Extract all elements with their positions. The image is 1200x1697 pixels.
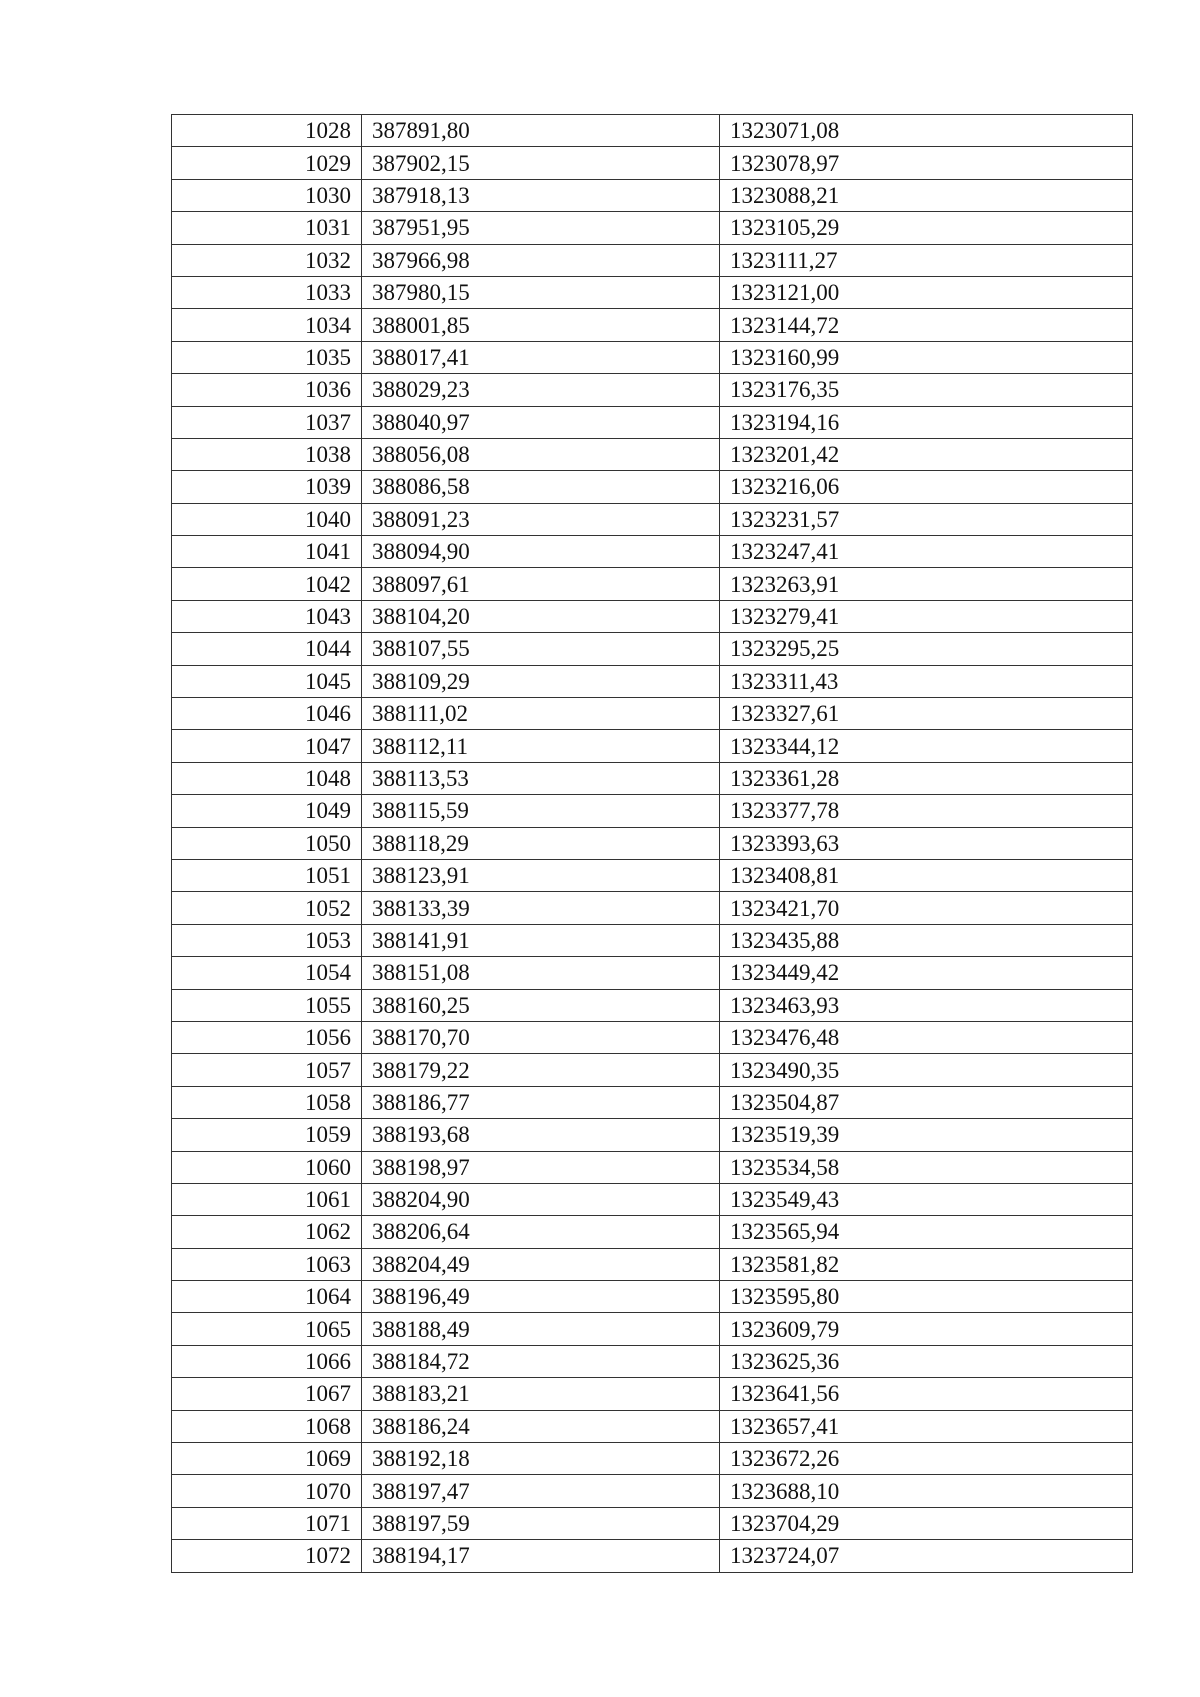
y-coordinate-cell: 1323581,82 xyxy=(720,1248,1133,1280)
y-coordinate-cell: 1323609,79 xyxy=(720,1313,1133,1345)
table-row xyxy=(172,503,1133,535)
table-row xyxy=(172,698,1133,730)
x-coordinate-cell: 388141,91 xyxy=(362,924,720,956)
point-number-cell: 1045 xyxy=(172,665,362,697)
y-coordinate-cell: 1323071,08 xyxy=(720,115,1133,147)
point-number-cell: 1058 xyxy=(172,1086,362,1118)
x-coordinate-cell: 388107,55 xyxy=(362,633,720,665)
x-coordinate-cell: 388160,25 xyxy=(362,989,720,1021)
point-number-cell: 1055 xyxy=(172,989,362,1021)
point-number-cell: 1042 xyxy=(172,568,362,600)
y-coordinate-cell: 1323657,41 xyxy=(720,1410,1133,1442)
y-coordinate-cell: 1323435,88 xyxy=(720,924,1133,956)
y-coordinate-cell: 1323231,57 xyxy=(720,503,1133,535)
x-coordinate-cell: 388184,72 xyxy=(362,1345,720,1377)
table-row xyxy=(172,859,1133,891)
table-row xyxy=(172,1183,1133,1215)
point-number-cell: 1065 xyxy=(172,1313,362,1345)
table-row xyxy=(172,568,1133,600)
point-number-cell: 1040 xyxy=(172,503,362,535)
point-number-cell: 1069 xyxy=(172,1443,362,1475)
table-row xyxy=(172,212,1133,244)
x-coordinate-cell: 388206,64 xyxy=(362,1216,720,1248)
x-coordinate-cell: 388186,24 xyxy=(362,1410,720,1442)
point-number-cell: 1063 xyxy=(172,1248,362,1280)
y-coordinate-cell: 1323194,16 xyxy=(720,406,1133,438)
y-coordinate-cell: 1323393,63 xyxy=(720,827,1133,859)
table-row xyxy=(172,633,1133,665)
table-row xyxy=(172,795,1133,827)
y-coordinate-cell: 1323216,06 xyxy=(720,471,1133,503)
y-coordinate-cell: 1323105,29 xyxy=(720,212,1133,244)
y-coordinate-cell: 1323144,72 xyxy=(720,309,1133,341)
point-number-cell: 1037 xyxy=(172,406,362,438)
x-coordinate-cell: 388040,97 xyxy=(362,406,720,438)
table-row xyxy=(172,1151,1133,1183)
point-number-cell: 1041 xyxy=(172,536,362,568)
point-number-cell: 1033 xyxy=(172,276,362,308)
table-row xyxy=(172,341,1133,373)
point-number-cell: 1071 xyxy=(172,1507,362,1539)
y-coordinate-cell: 1323408,81 xyxy=(720,859,1133,891)
y-coordinate-cell: 1323247,41 xyxy=(720,536,1133,568)
x-coordinate-cell: 387891,80 xyxy=(362,115,720,147)
point-number-cell: 1038 xyxy=(172,438,362,470)
y-coordinate-cell: 1323078,97 xyxy=(720,147,1133,179)
point-number-cell: 1070 xyxy=(172,1475,362,1507)
point-number-cell: 1039 xyxy=(172,471,362,503)
point-number-cell: 1053 xyxy=(172,924,362,956)
table-row xyxy=(172,827,1133,859)
y-coordinate-cell: 1323672,26 xyxy=(720,1443,1133,1475)
x-coordinate-cell: 388192,18 xyxy=(362,1443,720,1475)
y-coordinate-cell: 1323519,39 xyxy=(720,1119,1133,1151)
x-coordinate-cell: 388204,90 xyxy=(362,1183,720,1215)
point-number-cell: 1049 xyxy=(172,795,362,827)
table-row xyxy=(172,309,1133,341)
y-coordinate-cell: 1323476,48 xyxy=(720,1021,1133,1053)
y-coordinate-cell: 1323595,80 xyxy=(720,1281,1133,1313)
table-row xyxy=(172,1119,1133,1151)
point-number-cell: 1046 xyxy=(172,698,362,730)
x-coordinate-cell: 388197,47 xyxy=(362,1475,720,1507)
x-coordinate-cell: 388198,97 xyxy=(362,1151,720,1183)
point-number-cell: 1062 xyxy=(172,1216,362,1248)
x-coordinate-cell: 388115,59 xyxy=(362,795,720,827)
y-coordinate-cell: 1323449,42 xyxy=(720,957,1133,989)
point-number-cell: 1072 xyxy=(172,1540,362,1572)
table-row xyxy=(172,1378,1133,1410)
table-row xyxy=(172,147,1133,179)
x-coordinate-cell: 388194,17 xyxy=(362,1540,720,1572)
table-row xyxy=(172,924,1133,956)
x-coordinate-cell: 388183,21 xyxy=(362,1378,720,1410)
table-row xyxy=(172,989,1133,1021)
table-row xyxy=(172,1313,1133,1345)
table-row xyxy=(172,762,1133,794)
point-number-cell: 1047 xyxy=(172,730,362,762)
y-coordinate-cell: 1323549,43 xyxy=(720,1183,1133,1215)
x-coordinate-cell: 388112,11 xyxy=(362,730,720,762)
table-row xyxy=(172,600,1133,632)
x-coordinate-cell: 388197,59 xyxy=(362,1507,720,1539)
x-coordinate-cell: 387980,15 xyxy=(362,276,720,308)
x-coordinate-cell: 388104,20 xyxy=(362,600,720,632)
table-row xyxy=(172,471,1133,503)
table-row xyxy=(172,276,1133,308)
x-coordinate-cell: 388118,29 xyxy=(362,827,720,859)
point-number-cell: 1054 xyxy=(172,957,362,989)
y-coordinate-cell: 1323361,28 xyxy=(720,762,1133,794)
table-row xyxy=(172,957,1133,989)
x-coordinate-cell: 388196,49 xyxy=(362,1281,720,1313)
point-number-cell: 1059 xyxy=(172,1119,362,1151)
point-number-cell: 1043 xyxy=(172,600,362,632)
table-row xyxy=(172,1345,1133,1377)
table-row xyxy=(172,179,1133,211)
x-coordinate-cell: 388188,49 xyxy=(362,1313,720,1345)
y-coordinate-cell: 1323121,00 xyxy=(720,276,1133,308)
table-row xyxy=(172,1475,1133,1507)
point-number-cell: 1052 xyxy=(172,892,362,924)
table-row xyxy=(172,1054,1133,1086)
y-coordinate-cell: 1323377,78 xyxy=(720,795,1133,827)
table-row xyxy=(172,665,1133,697)
x-coordinate-cell: 388193,68 xyxy=(362,1119,720,1151)
table-row xyxy=(172,1281,1133,1313)
x-coordinate-cell: 388109,29 xyxy=(362,665,720,697)
x-coordinate-cell: 388017,41 xyxy=(362,341,720,373)
y-coordinate-cell: 1323490,35 xyxy=(720,1054,1133,1086)
x-coordinate-cell: 388097,61 xyxy=(362,568,720,600)
y-coordinate-cell: 1323641,56 xyxy=(720,1378,1133,1410)
table-row xyxy=(172,438,1133,470)
point-number-cell: 1061 xyxy=(172,1183,362,1215)
y-coordinate-cell: 1323201,42 xyxy=(720,438,1133,470)
point-number-cell: 1050 xyxy=(172,827,362,859)
table-row xyxy=(172,406,1133,438)
x-coordinate-cell: 388056,08 xyxy=(362,438,720,470)
y-coordinate-cell: 1323311,43 xyxy=(720,665,1133,697)
y-coordinate-cell: 1323463,93 xyxy=(720,989,1133,1021)
point-number-cell: 1034 xyxy=(172,309,362,341)
x-coordinate-cell: 388111,02 xyxy=(362,698,720,730)
x-coordinate-cell: 388151,08 xyxy=(362,957,720,989)
x-coordinate-cell: 387966,98 xyxy=(362,244,720,276)
point-number-cell: 1057 xyxy=(172,1054,362,1086)
point-number-cell: 1048 xyxy=(172,762,362,794)
table-row xyxy=(172,1507,1133,1539)
y-coordinate-cell: 1323263,91 xyxy=(720,568,1133,600)
coordinates-table-body xyxy=(172,115,1133,1573)
point-number-cell: 1032 xyxy=(172,244,362,276)
point-number-cell: 1030 xyxy=(172,179,362,211)
x-coordinate-cell: 388170,70 xyxy=(362,1021,720,1053)
coordinates-table xyxy=(171,114,1133,1573)
x-coordinate-cell: 388113,53 xyxy=(362,762,720,794)
y-coordinate-cell: 1323111,27 xyxy=(720,244,1133,276)
point-number-cell: 1036 xyxy=(172,374,362,406)
y-coordinate-cell: 1323688,10 xyxy=(720,1475,1133,1507)
point-number-cell: 1056 xyxy=(172,1021,362,1053)
y-coordinate-cell: 1323088,21 xyxy=(720,179,1133,211)
x-coordinate-cell: 387918,13 xyxy=(362,179,720,211)
table-row xyxy=(172,374,1133,406)
point-number-cell: 1029 xyxy=(172,147,362,179)
x-coordinate-cell: 387951,95 xyxy=(362,212,720,244)
point-number-cell: 1044 xyxy=(172,633,362,665)
y-coordinate-cell: 1323724,07 xyxy=(720,1540,1133,1572)
x-coordinate-cell: 388029,23 xyxy=(362,374,720,406)
table-row xyxy=(172,1021,1133,1053)
table-row xyxy=(172,1540,1133,1572)
table-row xyxy=(172,730,1133,762)
point-number-cell: 1051 xyxy=(172,859,362,891)
y-coordinate-cell: 1323327,61 xyxy=(720,698,1133,730)
x-coordinate-cell: 388086,58 xyxy=(362,471,720,503)
y-coordinate-cell: 1323176,35 xyxy=(720,374,1133,406)
x-coordinate-cell: 387902,15 xyxy=(362,147,720,179)
x-coordinate-cell: 388179,22 xyxy=(362,1054,720,1086)
point-number-cell: 1060 xyxy=(172,1151,362,1183)
table-row xyxy=(172,1410,1133,1442)
table-row xyxy=(172,1248,1133,1280)
table-row xyxy=(172,244,1133,276)
y-coordinate-cell: 1323504,87 xyxy=(720,1086,1133,1118)
y-coordinate-cell: 1323279,41 xyxy=(720,600,1133,632)
y-coordinate-cell: 1323344,12 xyxy=(720,730,1133,762)
point-number-cell: 1031 xyxy=(172,212,362,244)
point-number-cell: 1028 xyxy=(172,115,362,147)
y-coordinate-cell: 1323160,99 xyxy=(720,341,1133,373)
table-row xyxy=(172,1086,1133,1118)
y-coordinate-cell: 1323704,29 xyxy=(720,1507,1133,1539)
table-row xyxy=(172,115,1133,147)
y-coordinate-cell: 1323534,58 xyxy=(720,1151,1133,1183)
y-coordinate-cell: 1323625,36 xyxy=(720,1345,1133,1377)
x-coordinate-cell: 388186,77 xyxy=(362,1086,720,1118)
y-coordinate-cell: 1323295,25 xyxy=(720,633,1133,665)
y-coordinate-cell: 1323565,94 xyxy=(720,1216,1133,1248)
table-row xyxy=(172,536,1133,568)
point-number-cell: 1066 xyxy=(172,1345,362,1377)
x-coordinate-cell: 388133,39 xyxy=(362,892,720,924)
table-row xyxy=(172,1443,1133,1475)
point-number-cell: 1068 xyxy=(172,1410,362,1442)
point-number-cell: 1035 xyxy=(172,341,362,373)
x-coordinate-cell: 388091,23 xyxy=(362,503,720,535)
y-coordinate-cell: 1323421,70 xyxy=(720,892,1133,924)
point-number-cell: 1064 xyxy=(172,1281,362,1313)
x-coordinate-cell: 388123,91 xyxy=(362,859,720,891)
x-coordinate-cell: 388001,85 xyxy=(362,309,720,341)
table-row xyxy=(172,1216,1133,1248)
x-coordinate-cell: 388094,90 xyxy=(362,536,720,568)
point-number-cell: 1067 xyxy=(172,1378,362,1410)
table-row xyxy=(172,892,1133,924)
x-coordinate-cell: 388204,49 xyxy=(362,1248,720,1280)
